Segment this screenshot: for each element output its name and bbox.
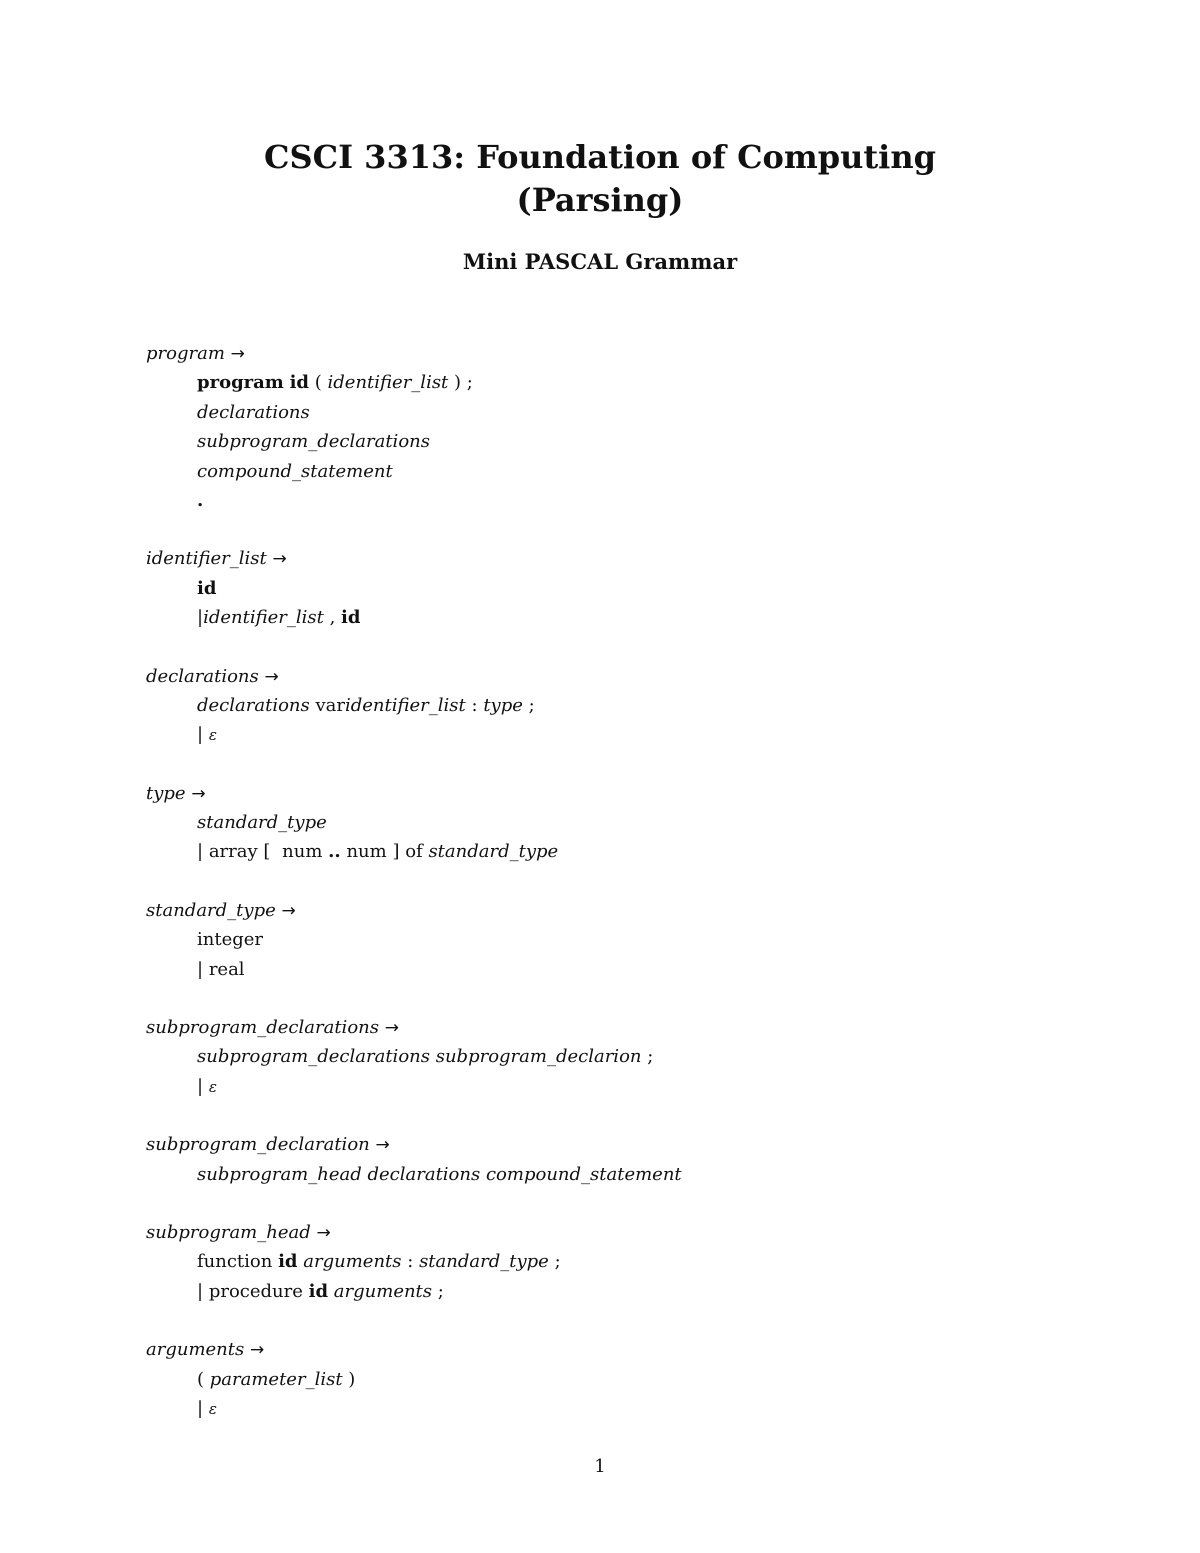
rule-production [146,603,1146,632]
rule-production [146,837,1146,866]
rule-production [146,720,1146,749]
symbol: : [471,694,478,716]
nonterminal: arguments [303,1251,402,1273]
arrow-icon: → [191,783,206,804]
nonterminal: compound_statement [485,1163,682,1185]
arrow-icon: → [375,1135,390,1156]
nonterminal: compound_statement [197,460,393,482]
arrow-icon: → [230,344,245,364]
nonterminal: identifier_list [345,694,466,716]
symbol: : [407,1251,414,1273]
nonterminal: standard_type [419,1251,549,1273]
keyword: array [208,841,258,863]
alternative-bar: | [197,724,204,746]
alternative-bar: | [197,958,204,980]
rule-program [146,339,1146,515]
rule-head [146,1130,1146,1159]
symbol: ( [197,1368,205,1390]
nonterminal: standard_type [146,899,276,921]
rule-subprogram-declarations [146,1013,1146,1101]
keyword: id [341,607,361,629]
nonterminal: declarations [146,665,259,687]
keyword: real [208,958,245,980]
nonterminal: type [146,782,186,804]
rule-subprogram-head [146,1218,1146,1306]
nonterminal: identifier_list [327,372,449,394]
rule-production [146,457,1146,486]
rule-head [146,896,1146,925]
nonterminal: program [146,343,225,364]
page-title: CSCI 3313: Foundation of Computing [264,138,936,176]
symbol: ; [647,1046,654,1068]
rule-production [146,398,1146,427]
arrow-icon: → [384,1018,399,1039]
symbol: [ [263,841,271,863]
rule-production [146,486,1146,515]
rule-production [146,1042,1146,1071]
alternative-bar: | [197,1397,204,1419]
nonterminal: identifier_list [146,548,267,570]
rule-head [146,544,1146,573]
rule-head [146,1335,1146,1364]
keyword: id [278,1251,298,1273]
symbol: , [329,607,336,629]
nonterminal: declarations [367,1163,481,1185]
rule-production [146,427,1146,456]
arrow-icon: → [249,1340,265,1361]
rule-production [146,691,1146,720]
symbol: ; [466,372,473,394]
nonterminal: standard_type [428,841,559,863]
arrow-icon: → [281,900,296,921]
arrow-icon: → [272,549,287,570]
keyword: num [346,841,387,863]
section-subtitle: Mini PASCAL Grammar [462,249,738,274]
rule-production [146,1277,1146,1306]
arrow-icon: → [264,666,279,687]
grammar-rules [146,339,1146,1452]
nonterminal: arguments [146,1339,245,1361]
keyword: id [197,577,217,599]
rule-production [146,1160,1146,1189]
rule-head [146,662,1146,691]
symbol: ; [554,1251,561,1273]
epsilon-symbol: ε [208,726,217,745]
rule-production [146,925,1146,954]
rule-production [146,1247,1146,1276]
nonterminal: parameter_list [209,1368,343,1390]
rule-standard-type [146,896,1146,984]
symbol: ; [528,694,535,716]
epsilon-symbol: ε [208,1399,217,1418]
nonterminal: subprogram_declarion [435,1046,642,1068]
rule-subprogram-declaration [146,1130,1146,1189]
nonterminal: declarations [197,401,310,423]
keyword: integer [197,929,264,951]
nonterminal: subprogram_head [146,1221,311,1243]
keyword: function [197,1251,273,1273]
keyword: var [315,694,345,716]
rule-declarations [146,662,1146,750]
nonterminal: arguments [333,1280,433,1302]
nonterminal: subprogram_declarations [197,1046,430,1068]
rule-production [146,1394,1146,1423]
nonterminal: subprogram_declarations [197,431,430,453]
rule-head [146,1218,1146,1247]
symbol: ) [348,1368,356,1390]
keyword: id [308,1280,329,1302]
symbol: ( [314,372,322,394]
alternative-bar: | [197,1280,204,1302]
alternative-bar: | [197,841,204,863]
keyword: procedure [208,1280,303,1302]
epsilon-symbol: ε [208,1077,217,1096]
rule-production [146,368,1146,397]
rule-arguments [146,1335,1146,1423]
alternative-bar: | [197,1075,204,1097]
rule-head [146,1013,1146,1042]
rule-production [146,1072,1146,1101]
nonterminal: standard_type [197,812,327,834]
nonterminal: declarations [197,694,310,716]
symbol: ) [454,372,462,394]
nonterminal: subprogram_head [197,1163,362,1185]
symbol: .. [328,841,341,863]
rule-head [146,779,1146,808]
keyword: id [289,372,310,394]
symbol: ; [437,1280,444,1302]
page-title-subline: (Parsing) [516,181,684,219]
symbol: ] [392,841,400,863]
nonterminal: subprogram_declarations [146,1017,379,1039]
rule-production [146,955,1146,984]
rule-production [146,1365,1146,1394]
nonterminal: type [483,694,523,716]
keyword: program [197,372,284,394]
nonterminal: subprogram_declaration [146,1134,370,1156]
rule-type [146,779,1146,867]
rule-production [146,574,1146,603]
page-number: 1 [594,1456,606,1477]
keyword: num [282,841,323,863]
keyword: of [405,841,423,863]
nonterminal: identifier_list [203,607,324,629]
rule-production [146,808,1146,837]
rule-identifier-list [146,544,1146,632]
arrow-icon: → [316,1222,331,1243]
alternative-bar: | [197,607,204,629]
symbol: . [197,489,204,511]
rule-head [146,339,1146,368]
